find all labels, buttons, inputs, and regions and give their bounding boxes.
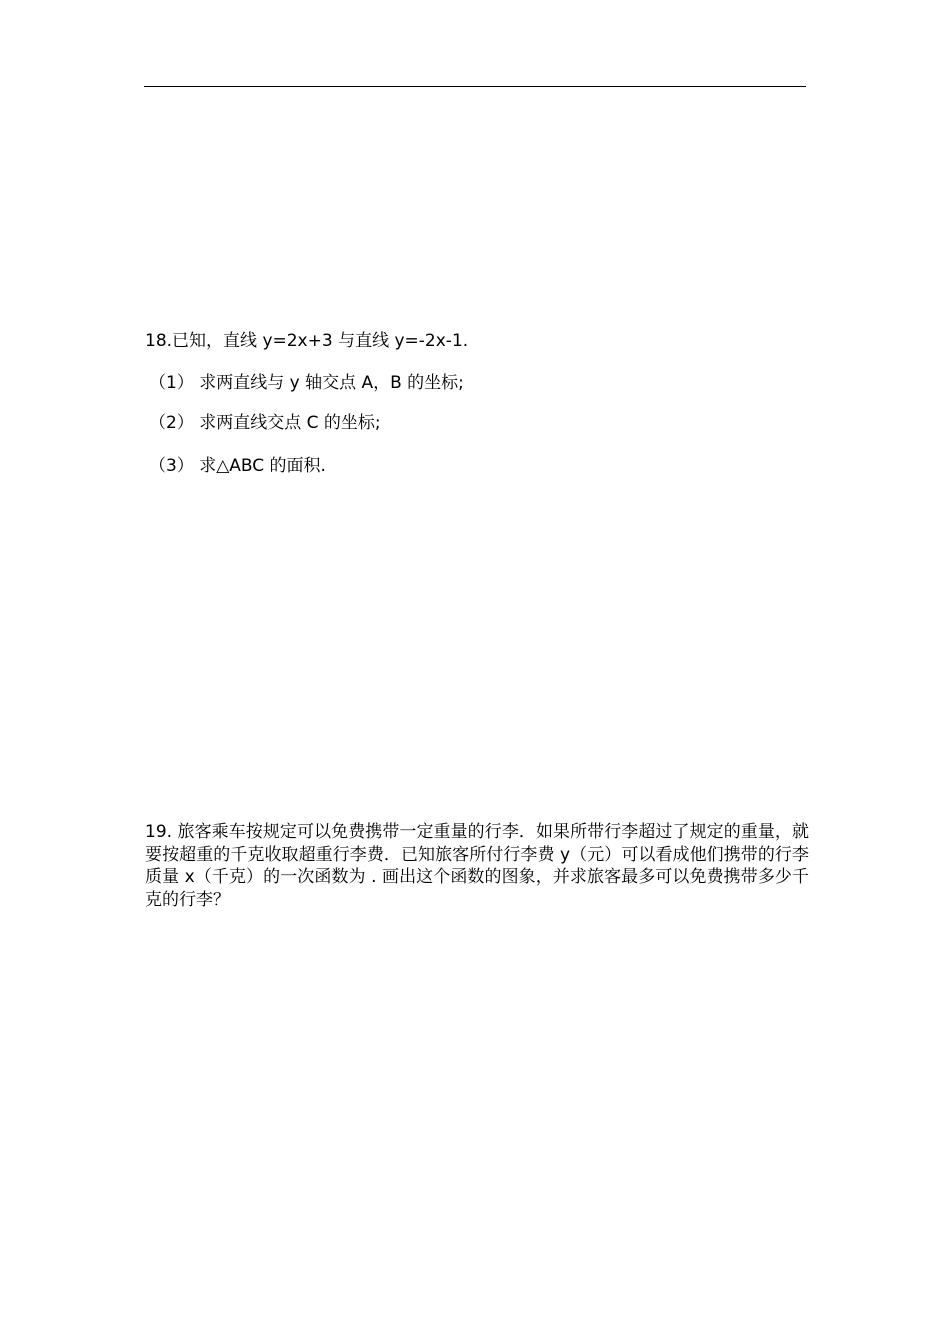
- question-18-part-2: （2） 求两直线交点 C 的坐标;: [149, 413, 381, 433]
- question-18-part-3: （3） 求△ABC 的面积.: [149, 456, 326, 476]
- question-18-stem: 18.已知，直线 y=2x+3 与直线 y=-2x-1.: [145, 331, 469, 351]
- header-rule: [144, 86, 806, 87]
- question-19-text: 19. 旅客乘车按规定可以免费携带一定重量的行李．如果所带行李超过了规定的重量，就要按超重的千克收取超重行李费．已知旅客所付行李费 y（元）可以看成他们携带的行李质量 x（千克）的一次函数为 . 画出这个函数的图象，并求旅客最多可以免费携带多少千克的行李？: [145, 822, 809, 910]
- question-18-part-1: （1） 求两直线与 y 轴交点 A，B 的坐标;: [149, 373, 464, 393]
